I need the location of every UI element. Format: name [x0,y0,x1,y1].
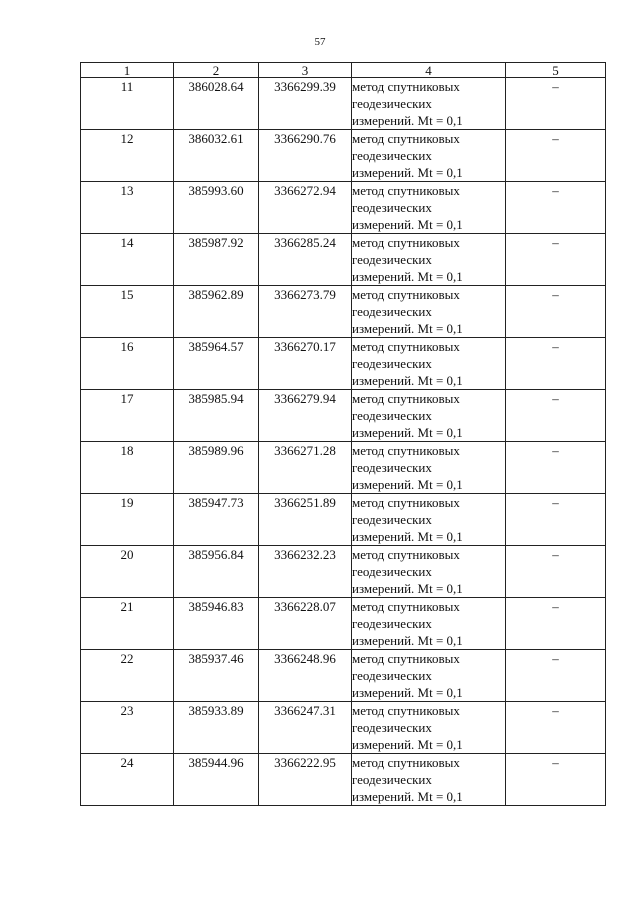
column-header-4: 4 [352,63,506,78]
y-coordinate: 3366248.96 [259,650,352,702]
table-header-row [81,63,606,78]
method-line-1: метод спутниковых [352,287,460,302]
point-number: 17 [81,390,174,442]
column-5-value: – [506,598,606,650]
method-line-3: измерений. Mt = 0,1 [352,113,463,128]
table-row [81,390,606,442]
table-row [81,286,606,338]
table-row [81,598,606,650]
method-line-1: метод спутниковых [352,131,460,146]
method-line-3: измерений. Mt = 0,1 [352,737,463,752]
method-cell [352,286,506,338]
column-5-value: – [506,442,606,494]
method-line-2: геодезических [352,512,432,527]
method-cell [352,754,506,806]
method-line-2: геодезических [352,564,432,579]
method-line-2: геодезических [352,252,432,267]
method-line-1: метод спутниковых [352,703,460,718]
x-coordinate: 385947.73 [174,494,259,546]
table-row [81,338,606,390]
x-coordinate: 386028.64 [174,78,259,130]
method-line-2: геодезических [352,616,432,631]
column-5-value: – [506,78,606,130]
y-coordinate: 3366271.28 [259,442,352,494]
column-5-value: – [506,650,606,702]
y-coordinate: 3366222.95 [259,754,352,806]
method-line-3: измерений. Mt = 0,1 [352,321,463,336]
method-line-2: геодезических [352,460,432,475]
method-cell [352,390,506,442]
method-line-3: измерений. Mt = 0,1 [352,529,463,544]
x-coordinate: 386032.61 [174,130,259,182]
table-row [81,182,606,234]
y-coordinate: 3366279.94 [259,390,352,442]
method-cell [352,78,506,130]
method-line-1: метод спутниковых [352,495,460,510]
method-line-3: измерений. Mt = 0,1 [352,477,463,492]
point-number: 15 [81,286,174,338]
x-coordinate: 385962.89 [174,286,259,338]
y-coordinate: 3366270.17 [259,338,352,390]
method-line-3: измерений. Mt = 0,1 [352,633,463,648]
column-5-value: – [506,182,606,234]
method-line-1: метод спутниковых [352,547,460,562]
column-5-value: – [506,494,606,546]
table-row [81,754,606,806]
method-line-3: измерений. Mt = 0,1 [352,685,463,700]
method-cell [352,702,506,754]
method-cell [352,546,506,598]
method-line-3: измерений. Mt = 0,1 [352,165,463,180]
method-line-1: метод спутниковых [352,235,460,250]
x-coordinate: 385946.83 [174,598,259,650]
point-number: 20 [81,546,174,598]
point-number: 22 [81,650,174,702]
coordinates-table [80,62,606,806]
column-5-value: – [506,702,606,754]
x-coordinate: 385937.46 [174,650,259,702]
method-line-1: метод спутниковых [352,651,460,666]
y-coordinate: 3366299.39 [259,78,352,130]
method-line-2: геодезических [352,96,432,111]
method-cell [352,338,506,390]
y-coordinate: 3366273.79 [259,286,352,338]
y-coordinate: 3366232.23 [259,546,352,598]
column-header-3: 3 [259,63,352,78]
column-5-value: – [506,754,606,806]
point-number: 12 [81,130,174,182]
column-5-value: – [506,546,606,598]
column-header-5: 5 [506,63,606,78]
method-line-2: геодезических [352,148,432,163]
point-number: 14 [81,234,174,286]
method-line-3: измерений. Mt = 0,1 [352,581,463,596]
method-line-3: измерений. Mt = 0,1 [352,789,463,804]
method-line-1: метод спутниковых [352,599,460,614]
method-cell [352,234,506,286]
column-5-value: – [506,286,606,338]
method-line-2: геодезических [352,356,432,371]
method-cell [352,494,506,546]
column-5-value: – [506,390,606,442]
y-coordinate: 3366251.89 [259,494,352,546]
method-line-3: измерений. Mt = 0,1 [352,269,463,284]
table-row [81,702,606,754]
x-coordinate: 385956.84 [174,546,259,598]
method-line-2: геодезических [352,772,432,787]
y-coordinate: 3366285.24 [259,234,352,286]
x-coordinate: 385987.92 [174,234,259,286]
method-cell [352,598,506,650]
x-coordinate: 385933.89 [174,702,259,754]
column-5-value: – [506,130,606,182]
method-line-2: геодезических [352,408,432,423]
table-row [81,130,606,182]
y-coordinate: 3366228.07 [259,598,352,650]
table-row [81,494,606,546]
method-cell [352,442,506,494]
method-cell [352,650,506,702]
point-number: 21 [81,598,174,650]
point-number: 23 [81,702,174,754]
page-number: 57 [314,36,326,48]
x-coordinate: 385985.94 [174,390,259,442]
point-number: 11 [81,78,174,130]
point-number: 13 [81,182,174,234]
method-line-3: измерений. Mt = 0,1 [352,425,463,440]
x-coordinate: 385944.96 [174,754,259,806]
point-number: 24 [81,754,174,806]
x-coordinate: 385993.60 [174,182,259,234]
table-row [81,78,606,130]
table-row [81,546,606,598]
column-5-value: – [506,234,606,286]
column-header-1: 1 [81,63,174,78]
method-line-1: метод спутниковых [352,391,460,406]
method-line-2: геодезических [352,304,432,319]
point-number: 18 [81,442,174,494]
method-line-3: измерений. Mt = 0,1 [352,373,463,388]
method-line-1: метод спутниковых [352,755,460,770]
table-row [81,650,606,702]
method-cell [352,182,506,234]
method-cell [352,130,506,182]
x-coordinate: 385964.57 [174,338,259,390]
method-line-3: измерений. Mt = 0,1 [352,217,463,232]
y-coordinate: 3366290.76 [259,130,352,182]
column-header-2: 2 [174,63,259,78]
point-number: 19 [81,494,174,546]
method-line-1: метод спутниковых [352,183,460,198]
method-line-1: метод спутниковых [352,339,460,354]
table-row [81,442,606,494]
method-line-1: метод спутниковых [352,443,460,458]
table-body [81,78,606,806]
method-line-1: метод спутниковых [352,79,460,94]
table-row [81,234,606,286]
column-5-value: – [506,338,606,390]
point-number: 16 [81,338,174,390]
x-coordinate: 385989.96 [174,442,259,494]
y-coordinate: 3366247.31 [259,702,352,754]
method-line-2: геодезических [352,200,432,215]
method-line-2: геодезических [352,720,432,735]
method-line-2: геодезических [352,668,432,683]
y-coordinate: 3366272.94 [259,182,352,234]
